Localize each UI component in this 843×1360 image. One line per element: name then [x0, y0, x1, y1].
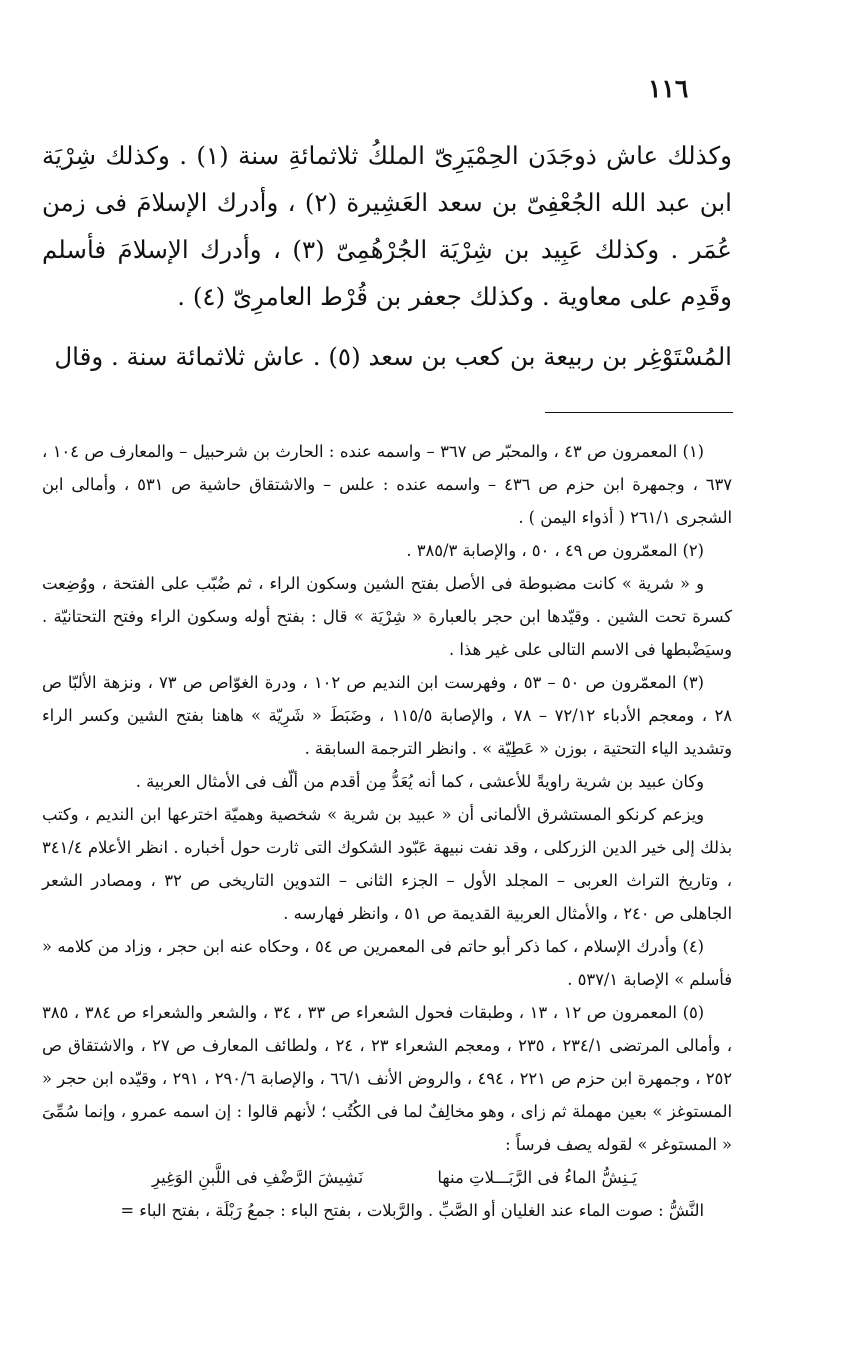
footnote: (٢) المعمّرون ص ٤٩ ، ٥٠ ، والإصابة ٣٨٥/٣ .: [406, 541, 704, 560]
footnote: (١) المعمرون ص ٤٣ ، والمحبّر ص ٣٦٧ – واسمه عنده : الحارث بن شرحبيل – والمعارف ص ١٠٤ ، ٦٣٧ ، وجمهرة ابن حزم ص ٤٣٦ – واسمه عنده : علس – والاشتقاق حاشية ص ٥٣١ ، وأمالى ابن الشجرى ٢٦١/١ ( أذواء اليمن ) .: [42, 442, 732, 527]
footnote: (٤) وأدرك الإسلام ، كما ذكر أبو حاتم فى المعمرين ص ٥٤ ، وحكاه عنه ابن حجر ، وزاد من كلامه « فأسلم » الإصابة ٥٣٧/١ .: [42, 937, 732, 989]
footnotes: [42, 435, 732, 1227]
footnote-divider: [545, 412, 733, 413]
verse-right-hemistich: يَـنِشُّ الماءُ فى الرَّبَـــلاتِ منها: [437, 1168, 637, 1187]
footnote: و « شرية » كانت مضبوطة فى الأصل بفتح الشين وسكون الراء ، ثم ضُبّب على الفتحة ، ووُضِعت كسرة تحت الشين . وقيّدها ابن حجر بالعبارة « شِرْيَة » قال : بفتح أوله وسكون الراء وفتح التحتانيّة . وسيَضْبطها فى الاسم التالى على غير هذا .: [42, 574, 732, 659]
main-text: [42, 132, 732, 380]
footnote: (٥) المعمرون ص ١٢ ، ١٣ ، وطبقات فحول الشعراء ص ٣٣ ، ٣٤ ، والشعر والشعراء ص ٣٨٤ ، ٣٨٥ ، وأمالى المرتضى ٢٣٤/١ ، ٢٣٥ ، ومعجم الشعراء ٢٣ ، ٢٤ ، ولطائف المعارف ص ٢٧ ، والاشتقاق ص ٢٥٢ ، وجمهرة ابن حزم ص ٢٢١ ، ٤٩٤ ، والروض الأنف ٦٦/١ ، والإصابة ٢٩٠/٦ ، ٢٩١ ، وقيّده ابن حجر « المستوغز » بعين مهملة ثم زاى ، وهو مخالِفٌ لما فى الكُتُب ؛ لأنهم قالوا : إن اسمه عمرو ، وإنما سُمِّىَ « المستوغر » لقوله يصف فرساً :: [42, 1003, 733, 1154]
footnote-continuation: النَّشُّ : صوت الماء عند الغليان أو الصَّبِّ . والرَّبلات ، بفتح الباء : جمعُ رَبْلَة ، بفتح الباء =: [120, 1201, 704, 1220]
main-paragraph: وكذلك عاش ذوجَدَن الحِمْيَرِىّ الملكُ ثلاثمائةِ سنة (١) . وكذلك شِرْيَة ابن عبد الله الجُعْفِىّ بن سعد العَشِيرة (٢) ، وأدرك الإسلامَ فى زمن عُمَر . وكذلك عَبِيد بن شِرْيَة الجُرْهُمِىّ (٣) ، وأدرك الإسلامَ فأسلم وقَدِم على معاوية . وكذلك جعفر بن قُرْط العامرِىّ (٤) .: [42, 141, 732, 311]
footnote: (٣) المعمّرون ص ٥٠ – ٥٣ ، وفهرست ابن النديم ص ١٠٢ ، ودرة الغوّاص ص ٧٣ ، ونزهة الألبّا ص ٢٨ ، ومعجم الأدباء ٧٢/١٢ – ٧٨ ، والإصابة ١١٥/٥ ، وضَبَطَ « شَرِيّة » هاهنا بفتح الشين وكسر الراء وتشديد الياء التحتية ، بوزن « عَطِيّة » . وانظر الترجمة السابقة .: [42, 673, 733, 758]
verse-left-hemistich: نَشِيشَ الرَّضْفِ فى اللَّبنِ الوَغِيرِ: [152, 1168, 364, 1187]
footnote: ويزعم كرنكو المستشرق الألمانى أن « عبيد بن شرية » شخصية وهميّة اخترعها ابن النديم ، وكتب بذلك إلى خير الدين الزركلى ، وقد نفت نبيهة عَبّود الشكوك التى ثارت حول أخباره . انظر الأعلام ٣٤١/٤ ، وتاريخ التراث العربى – المجلد الأول – الجزء الثانى – التدوين التاريخى ص ٣٢ ، ومصادر الشعر الجاهلى ص ٢٤٠ ، والأمثال العربية القديمة ص ٥١ ، وانظر فهارسه .: [42, 805, 732, 923]
page-number: ١١٦: [648, 74, 689, 103]
main-paragraph: المُسْتَوْغِر بن ربيعة بن كعب بن سعد (٥) . عاش ثلاثمائة سنة . وقال: [54, 342, 732, 371]
verse-line: [42, 1161, 732, 1194]
footnote: وكان عبيد بن شرية راويةً للأعشى ، كما أنه يُعَدُّ مِن أقدم من ألّف فى الأمثال العربية .: [135, 772, 704, 791]
